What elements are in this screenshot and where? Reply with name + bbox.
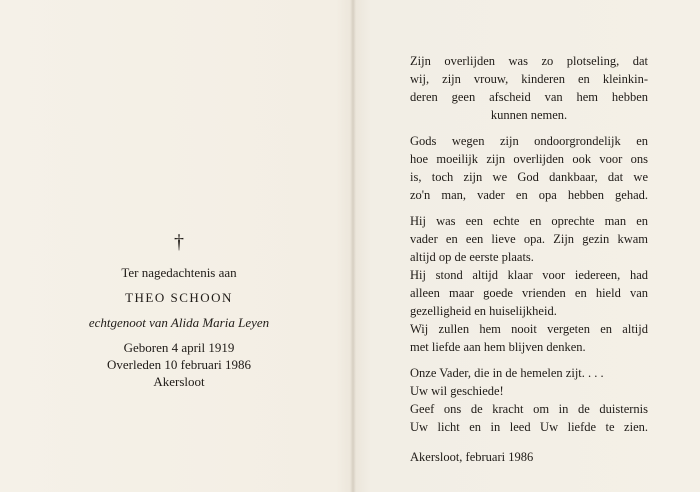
text-line: Gods wegen zijn ondoorgrondelijk en	[410, 134, 648, 148]
signature-text: Akersloot, februari 1986	[410, 450, 534, 464]
death-date: Overleden 10 februari 1986	[106, 357, 252, 372]
card-fold	[350, 0, 356, 492]
text-line: wij, zijn vrouw, kinderen en kleinkin-	[410, 72, 648, 86]
right-page	[410, 52, 648, 474]
text-line: alleen maar goede vrienden en hield van	[410, 286, 648, 300]
deceased-name: THEO SCHOON	[125, 290, 233, 305]
paragraph-1	[410, 52, 648, 124]
left-page	[88, 228, 270, 390]
place-text: Akersloot	[153, 374, 205, 389]
text-line: is, toch zijn we God dankbaar, dat we	[410, 170, 648, 184]
text-line: Uw wil geschiede!	[410, 384, 504, 398]
text-line: met liefde aan hem blijven denken.	[410, 340, 586, 354]
text-line: Hij stond altijd klaar voor iedereen, had	[410, 268, 648, 282]
text-line: Wij zullen hem nooit vergeten en altijd	[410, 322, 648, 336]
text-line: Geef ons de kracht om in de duisternis	[410, 402, 648, 416]
text-line: deren geen afscheid van hem hebben	[410, 90, 648, 104]
intro-text: Ter nagedachtenis aan	[121, 265, 237, 280]
spouse-text: echtgenoot van Alida Maria Leyen	[88, 315, 270, 330]
cross-icon: †	[174, 231, 184, 253]
text-line: Uw licht en in leed Uw liefde te zien.	[410, 420, 648, 434]
text-line: Hij was een echte en oprechte man en	[410, 214, 648, 228]
prayer	[410, 364, 648, 436]
text-line: Zijn overlijden was zo plotseling, dat	[410, 54, 648, 68]
text-line: zo'n man, vader en opa hebben gehad.	[410, 188, 648, 202]
birth-date: Geboren 4 april 1919	[123, 340, 235, 355]
text-line: vader en een lieve opa. Zijn gezin kwam	[410, 232, 648, 246]
text-line: gezelligheid en huiselijkheid.	[410, 304, 557, 318]
signature	[410, 448, 648, 466]
paragraph-3	[410, 212, 648, 356]
text-line: altijd op de eerste plaats.	[410, 250, 534, 264]
text-line: Onze Vader, die in de hemelen zijt. . . .	[410, 366, 604, 380]
text-line: hoe moeilijk zijn overlijden ook voor ons	[410, 152, 648, 166]
paragraph-2	[410, 132, 648, 204]
text-line: kunnen nemen.	[490, 108, 568, 122]
